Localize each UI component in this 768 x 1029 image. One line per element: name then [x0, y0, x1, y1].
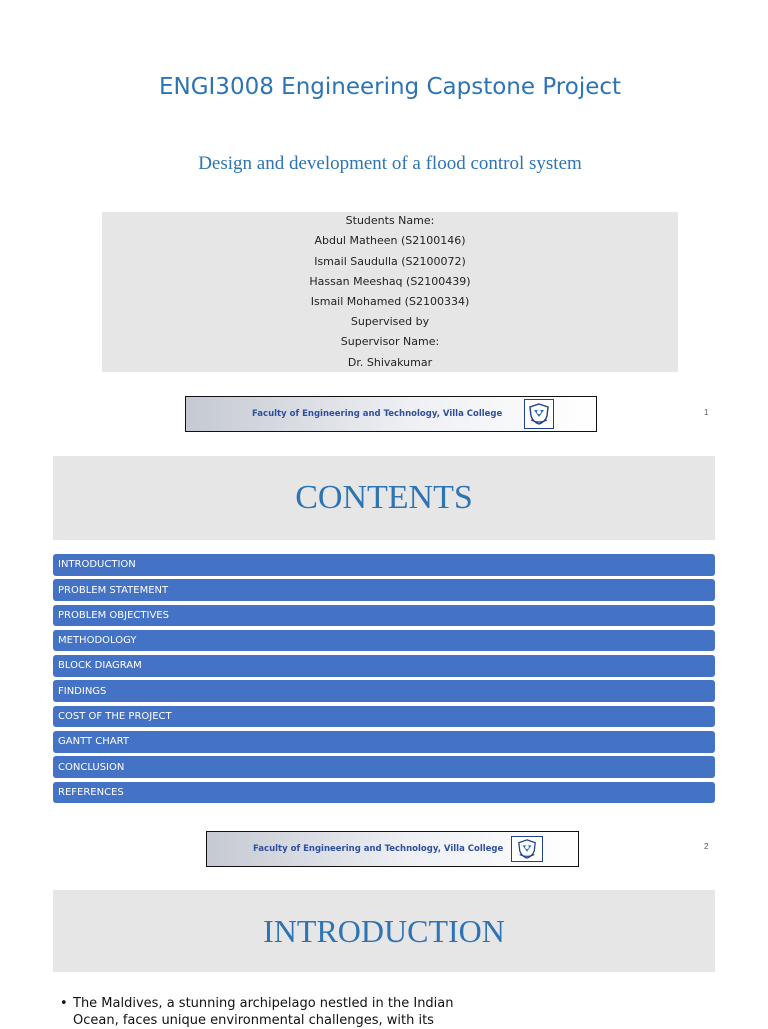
college-logo-icon: [524, 399, 554, 429]
students-heading: Students Name:: [345, 214, 435, 228]
footer-text: Faculty of Engineering and Technology, Villa College: [252, 409, 503, 419]
contents-heading-band: [53, 456, 715, 540]
toc-item-gantt-chart[interactable]: GANTT CHART: [53, 731, 715, 753]
toc-item-problem-objectives[interactable]: PROBLEM OBJECTIVES: [53, 605, 715, 627]
toc-item-cost[interactable]: COST OF THE PROJECT: [53, 706, 715, 728]
supervisor-name: Dr. Shivakumar: [347, 355, 433, 369]
supervisor-label: Supervisor Name:: [340, 335, 440, 349]
project-title: ENGI3008 Engineering Capstone Project: [158, 74, 622, 100]
student-name: Ismail Saudulla (S2100072): [314, 254, 466, 268]
footer-banner: [206, 831, 579, 867]
contents-heading: CONTENTS: [295, 479, 473, 516]
introduction-heading-band: [53, 890, 715, 972]
bullet-icon: •: [60, 996, 68, 1011]
students-box: [102, 212, 678, 372]
project-subtitle: Design and development of a flood control system: [198, 153, 582, 174]
toc-item-conclusion[interactable]: CONCLUSION: [53, 756, 715, 778]
college-logo-icon: [511, 836, 543, 862]
toc-item-findings[interactable]: FINDINGS: [53, 680, 715, 702]
student-name: Ismail Mohamed (S2100334): [310, 295, 470, 308]
toc-item-block-diagram[interactable]: BLOCK DIAGRAM: [53, 655, 715, 677]
page-number: 1: [704, 408, 709, 417]
contents-list: [53, 554, 715, 807]
student-name: Abdul Matheen (S2100146): [314, 234, 466, 248]
toc-item-methodology[interactable]: METHODOLOGY: [53, 630, 715, 652]
student-name: Hassan Meeshaq (S2100439): [309, 274, 471, 288]
toc-item-introduction[interactable]: INTRODUCTION: [53, 554, 715, 576]
footer-banner: [185, 396, 597, 432]
toc-item-problem-statement[interactable]: PROBLEM STATEMENT: [53, 579, 715, 601]
bullet-line: Ocean, faces unique environmental challenges, with its: [73, 1013, 434, 1028]
bullet-line: The Maldives, a stunning archipelago nestled in the Indian: [73, 996, 454, 1011]
toc-item-references[interactable]: REFERENCES: [53, 782, 715, 804]
supervised-by-label: Supervised by: [350, 315, 430, 329]
footer-text: Faculty of Engineering and Technology, Villa College: [253, 844, 504, 854]
introduction-heading: INTRODUCTION: [263, 912, 505, 949]
page-number: 2: [704, 842, 709, 851]
